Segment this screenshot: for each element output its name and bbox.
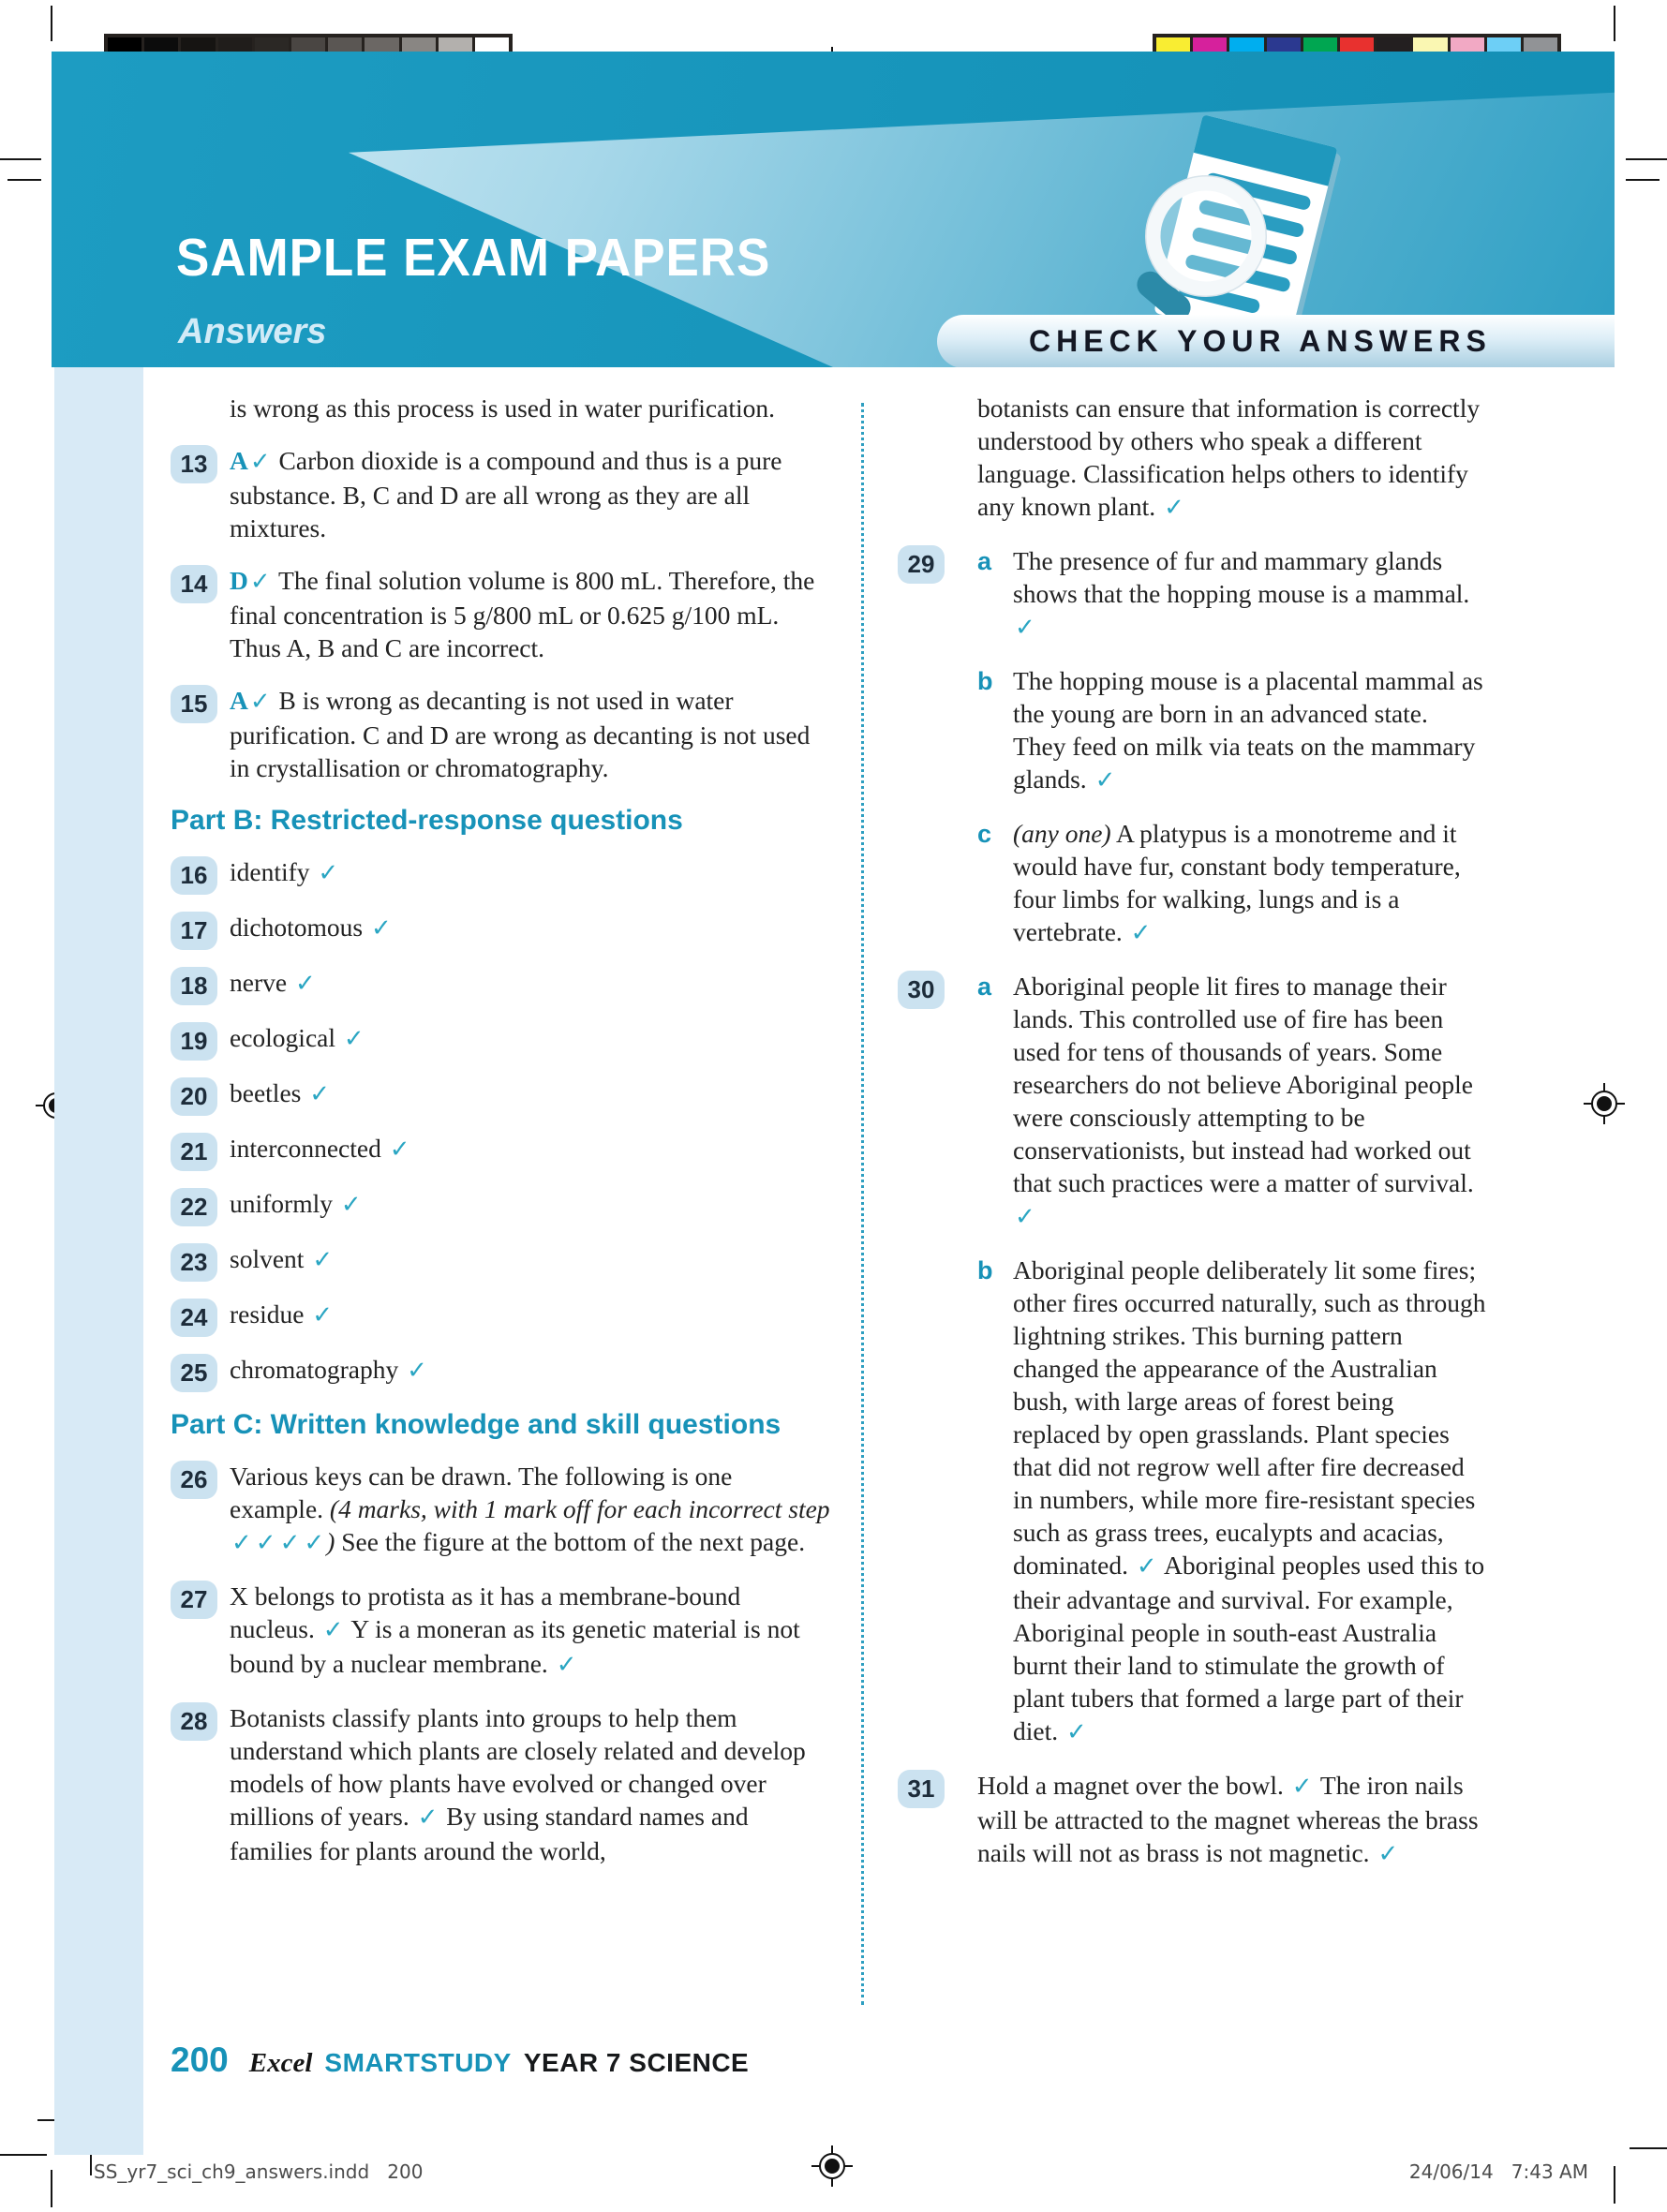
letter-cell [977,817,1013,950]
badge-cell [171,1298,230,1337]
text-run: The final solution volume is 800 mL. Therefore, the final concentration is 5 g/800 mL or 0.625 g/100 mL. Thus A, B and C are incorrect. [230,566,815,662]
text-run: botanists can ensure that information is correctly understood by others who speak a different language. Classification helps others to identify any known plant. [977,393,1481,521]
answer-text [230,1353,831,1392]
text-run: X belongs to protista as it has a membrane-bound nucleus. [230,1581,741,1643]
crop-mark [51,6,52,41]
badge-cell [171,1187,230,1226]
checkmark-icon: ✓ [407,1357,427,1385]
part-heading: Part C: Written knowledge and skill questions [171,1409,781,1440]
checkmark-icon: ✓ [1291,1773,1313,1801]
badge-cell [171,444,230,544]
brand-line [249,2048,750,2079]
answer-letter: A [230,686,248,715]
question-number-badge: 25 [171,1354,217,1392]
answer-15 [171,684,831,784]
text-run: uniformly [230,1189,339,1218]
question-number-badge: 31 [898,1770,945,1808]
answer-continuation [898,817,1486,950]
text-run: identify [230,857,317,886]
column-divider [861,403,864,2005]
text-run: Aboriginal peoples used this to their advantage and survival. For example, Aboriginal people in south-east Australia burnt their land to stimulate the growth of plant tubers that formed a large part of their diet. [1013,1551,1485,1745]
registration-mark-icon [1584,1083,1625,1124]
answer-29 [898,544,1486,645]
badge-cell [171,911,230,950]
checkmark-icon: ✓ [343,1025,365,1053]
brand-series: YEAR 7 SCIENCE [523,2048,750,2077]
answer-20 [171,1076,831,1116]
checkmark-icon: ✓ [1066,1718,1087,1746]
text-run: B is wrong as decanting is not used in water purification. C and D are wrong as decanting is not used in crystallisation or chromatography. [230,686,811,782]
text-run: solvent [230,1244,311,1273]
answer-24 [171,1298,831,1337]
question-number-badge: 30 [898,971,945,1009]
print-datetime-slug: 24/06/14 7:43 AM [1408,2160,1588,2183]
answer-16 [171,855,831,895]
question-number-badge: 13 [171,445,217,483]
answer-continuation [898,1254,1486,1749]
badge-cell [898,970,977,1234]
question-number-badge: 19 [171,1022,217,1061]
text-run: Hold a magnet over the bowl. [977,1771,1290,1800]
question-number-badge: 24 [171,1299,217,1337]
badge-cell [171,1021,230,1061]
sub-letter: b [977,1256,993,1284]
crop-mark [1626,179,1660,181]
badge-cell [171,1353,230,1392]
badge-cell [898,664,977,797]
text-run: chromatography [230,1355,406,1384]
badge-cell [171,1076,230,1116]
checkmark-icon: ✓ [312,1246,334,1274]
crop-mark [1614,6,1615,41]
question-number-badge: 22 [171,1188,217,1226]
sub-letter: b [977,667,993,695]
answer-text [230,564,831,664]
letter-cell [977,664,1013,797]
badge-cell [171,1132,230,1171]
text-run: beetles [230,1078,308,1107]
checkmark-icon: ✓ [318,859,339,887]
answer-continuation [898,664,1486,797]
answer-text [230,392,831,424]
answers-column-left [171,392,831,1887]
text-run: By using standard names and families for plants around the world, [230,1802,749,1865]
checkmark-icon: ✓ [389,1136,410,1164]
italic-note: (4 marks, with 1 mark off for each incorrect step [329,1494,830,1523]
question-number-badge: 21 [171,1133,217,1171]
checkmark-icon: ✓ [249,448,271,476]
checkmark-icon: ✓ [417,1804,439,1832]
checkmark-icon: ✓ [294,970,316,998]
badge-cell [171,1242,230,1282]
checkmark-icon: ✓ [249,688,271,716]
answer-28 [171,1701,831,1867]
crop-mark [1626,158,1667,160]
checkmark-icon: ✓ [309,1080,331,1108]
answer-text [230,966,831,1005]
text-run: nerve [230,968,293,997]
answer-13 [171,444,831,544]
answer-31 [898,1769,1486,1871]
badge-cell [171,564,230,664]
italic-note: (any one) [1013,819,1111,848]
checkmark-icon: ✓ [249,568,271,596]
crop-mark [1630,2147,1667,2149]
checkmark-icon: ✓ [312,1301,334,1329]
crop-mark [51,2170,52,2207]
answer-text [1013,1254,1486,1749]
crop-mark [7,179,41,181]
checkmark-icon: ✓ [556,1651,577,1679]
chapter-header [52,52,1615,367]
letter-cell [977,970,1013,1234]
question-number-badge: 29 [898,545,945,584]
text-run: See the figure at the bottom of the next page. [341,1527,806,1556]
badge-cell [898,817,977,950]
sub-letter: a [977,547,992,575]
brand-excel: Excel [248,2048,313,2078]
checkmark-icon: ✓ [255,1529,276,1557]
answer-14 [171,564,831,664]
brand-smartstudy: SMARTSTUDY [324,2048,512,2077]
answer-text [977,1769,1486,1871]
badge-cell [898,1769,977,1871]
badge-cell [171,392,230,424]
text-run: residue [230,1299,311,1329]
crop-mark [0,2154,47,2156]
answer-17 [171,911,831,950]
checkmark-icon: ✓ [322,1616,344,1644]
badge-cell [171,684,230,784]
page-number: 200 [171,2041,229,2079]
answer-letter: D [230,566,248,595]
question-number-badge: 14 [171,565,217,603]
badge-cell [171,1580,230,1682]
text-run: Y is a moneran as its genetic material is not bound by a nuclear membrane. [230,1614,800,1678]
print-file-slug: SS_yr7_sci_ch9_answers.indd 200 [94,2160,424,2183]
answer-letter: A [230,446,248,475]
badge-cell [898,1254,977,1749]
question-number-badge: 15 [171,685,217,723]
question-number-badge: 20 [171,1077,217,1116]
answer-continuation [171,392,831,424]
badge-cell [171,855,230,895]
answer-text [230,911,831,950]
badge-cell [171,966,230,1005]
answer-text [230,1242,831,1282]
text-run: is wrong as this process is used in water purification. [230,393,775,423]
answer-27 [171,1580,831,1682]
answer-text [230,1187,831,1226]
answer-text [230,1701,831,1867]
answer-21 [171,1132,831,1171]
checkmark-icon: ✓ [231,1529,252,1557]
question-number-badge: 28 [171,1702,217,1741]
letter-cell [977,544,1013,645]
registration-mark-icon [811,2145,853,2187]
text-run: Aboriginal people lit fires to manage their lands. This controlled use of fire has been used for tens of thousands of years. Some researchers do not believe Aboriginal people were consciously attempting to be conservationists, but instead had worked out that such practices were a matter of survival. [1013,972,1474,1197]
checkmark-icon: ✓ [304,1529,325,1557]
answer-text [230,855,831,895]
text-run: Aboriginal people deliberately lit some fires; other fires occurred naturally, such as through lightning strikes. This burning pattern changed the appearance of the Australian bush, with large areas of forest being replaced by open grasslands. Plant species that did not regrow well after fire decreased in numbers, while more fire-resistant species such as grass trees, eucalypts and acacias, dominated. [1013,1255,1486,1580]
answer-text [1013,664,1486,797]
answer-text [230,1580,831,1682]
sub-letter: c [977,820,992,848]
answer-text [230,1021,831,1061]
answer-23 [171,1242,831,1282]
text-run: The hopping mouse is a placental mammal as the young are born in an advanced state. They feed on milk via teats on the mammary glands. [1013,666,1483,794]
answer-30 [898,970,1486,1234]
answer-text [1013,970,1486,1234]
page-title: SAMPLE EXAM PAPERS [176,228,771,288]
answer-18 [171,966,831,1005]
answer-text [1013,544,1486,645]
answer-text [230,1298,831,1337]
checkmark-icon: ✓ [1136,1552,1157,1581]
text-run: The iron nails will be attracted to the magnet whereas the brass nails will not as brass is not magnetic. [977,1771,1479,1867]
crop-mark [0,158,41,160]
badge-cell [898,392,977,525]
checkmark-icon: ✓ [1164,494,1184,522]
answer-text [977,392,1486,525]
text-run: Various keys can be drawn. The following is one example. [230,1462,733,1523]
banner-label: CHECK YOUR ANSWERS [1029,324,1492,358]
answer-text [230,1460,831,1560]
badge-cell [171,1701,230,1867]
checkmark-icon: ✓ [1094,766,1116,794]
text-run: interconnected [230,1134,388,1163]
question-number-badge: 27 [171,1581,217,1619]
answer-26 [171,1460,831,1560]
sub-letter: a [977,972,992,1001]
checkmark-icon: ✓ [279,1529,301,1557]
answer-19 [171,1021,831,1061]
checkmark-icon: ✓ [1015,614,1035,642]
answer-25 [171,1353,831,1392]
answer-text [230,1076,831,1116]
text-run: A platypus is a monotreme and it would have fur, constant body temperature, four limbs for walking, lungs and is a vertebrate. [1013,819,1461,946]
part-heading: Part B: Restricted-response questions [171,805,683,836]
text-run: dichotomous [230,913,369,942]
text-run: ecological [230,1023,342,1052]
question-number-badge: 26 [171,1461,217,1499]
question-number-badge: 16 [171,856,217,895]
letter-cell [977,1254,1013,1749]
answer-22 [171,1187,831,1226]
answer-text [230,1132,831,1171]
checkmark-icon: ✓ [1377,1840,1399,1868]
question-number-badge: 17 [171,912,217,950]
page-footer [171,2041,749,2080]
crop-mark [1614,2166,1615,2204]
italic-note: ) [326,1527,342,1556]
check-your-answers-banner [937,315,1615,367]
text-run: Carbon dioxide is a compound and thus is a pure substance. B, C and D are all wrong as they are all mixtures. [230,446,782,542]
checkmark-icon: ✓ [1015,1203,1035,1231]
page-subtitle: Answers [178,312,327,351]
margin-strip [54,367,143,2155]
text-run: Botanists classify plants into groups to help them understand which plants are closely related and develop models of how plants have evolved or changed over millions of years. [230,1703,806,1831]
answers-column-right [898,392,1486,1891]
checkmark-icon: ✓ [340,1191,362,1219]
text-run: The presence of fur and mammary glands shows that the hopping mouse is a mammal. [1013,546,1470,608]
answer-text [230,684,831,784]
badge-cell [898,544,977,645]
question-number-badge: 23 [171,1243,217,1282]
answer-continuation [898,392,1486,525]
answer-text [1013,817,1486,950]
checkmark-icon: ✓ [370,914,392,943]
checkmark-icon: ✓ [1130,919,1152,947]
question-number-badge: 18 [171,967,217,1005]
badge-cell [171,1460,230,1560]
answer-text [230,444,831,544]
